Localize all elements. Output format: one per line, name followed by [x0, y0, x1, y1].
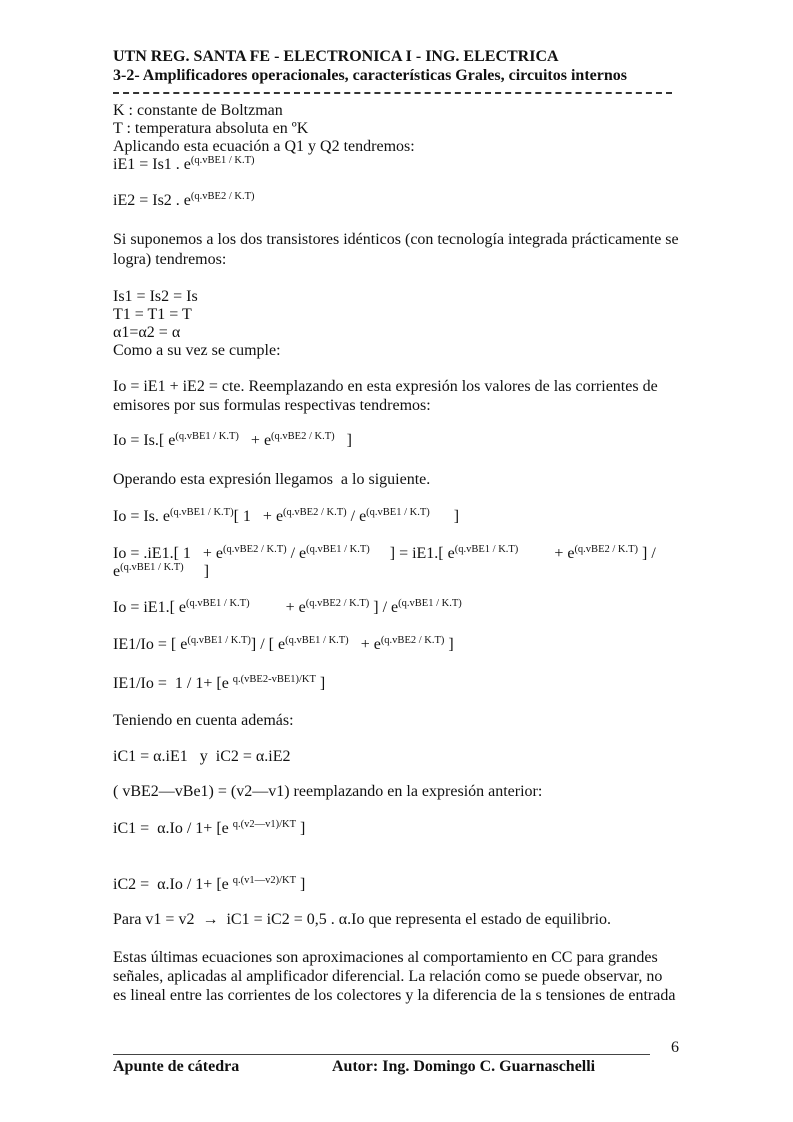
text-segment: Operando esta expresión llegamos a lo siguiente. — [113, 471, 431, 488]
exponent: (q.vBE2 / K.T) — [190, 191, 255, 202]
text-line — [113, 432, 352, 450]
text-segment: + e — [238, 432, 272, 449]
text-segment: ] — [296, 876, 306, 893]
text-segment: T1 = T1 = T — [113, 306, 192, 323]
exponent: (q.vBE1 / K.T) — [306, 544, 370, 555]
text-line — [113, 968, 662, 986]
exponent: (q.vBE1 / K.T) — [285, 635, 349, 646]
page-number: 6 — [671, 1039, 679, 1056]
text-segment: iC2 = α.Io / 1+ [e — [113, 876, 233, 893]
text-line — [113, 288, 198, 306]
text-segment: ] / [ e — [250, 636, 286, 653]
text-segment: ( vBE2—vBe1) = (v2—v1) reemplazando en la expresión anterior: — [113, 783, 543, 800]
exponent: (q.vBE1 / K.T) — [190, 155, 255, 166]
text-segment: Io = iE1 + iE2 = cte. Reemplazando en esta expresión los valores de las corrientes de — [113, 378, 658, 395]
text-segment: Teniendo en cuenta además: — [113, 712, 294, 729]
exponent: q.(v2—v1)/KT — [232, 819, 297, 830]
text-segment: Io = Is. e — [113, 508, 171, 525]
footer-author: Autor: Ing. Domingo C. Guarnaschelli — [332, 1058, 596, 1075]
text-line — [113, 675, 325, 693]
exponent: (q.vBE2 / K.T) — [271, 431, 335, 442]
text-line — [113, 987, 675, 1005]
text-line — [113, 120, 308, 138]
text-segment: Como a su vez se cumple: — [113, 342, 281, 359]
text-line — [113, 545, 656, 563]
text-line — [113, 911, 611, 929]
text-line — [113, 397, 431, 415]
exponent: (q.vBE1 / K.T) — [366, 507, 430, 518]
text-line — [113, 599, 462, 617]
exponent: (q.vBE1 / K.T) — [398, 598, 462, 609]
exponent: (q.vBE2 / K.T) — [223, 544, 287, 555]
text-line — [113, 563, 209, 581]
text-line — [113, 251, 226, 269]
text-segment: + e — [249, 599, 306, 616]
text-segment: ] — [334, 432, 352, 449]
exponent: (q.vBE1 / K.T) — [454, 544, 519, 555]
text-line — [113, 783, 542, 801]
text-segment: ] = iE1.[ e — [369, 545, 455, 562]
text-line — [113, 636, 454, 654]
text-segment: señales, aplicadas al amplificador diferencial. La relación como se puede observar, no — [113, 968, 663, 985]
exponent: (q.vBE1 / K.T) — [120, 562, 184, 573]
text-segment: iC1 = α.Io / 1+ [e — [113, 820, 233, 837]
text-segment: ] — [296, 820, 306, 837]
text-line — [113, 876, 305, 894]
exponent: (q.vBE2 / K.T) — [305, 598, 370, 609]
text-segment: T : temperatura absoluta en ºK — [113, 120, 309, 137]
text-segment: Aplicando esta ecuación a Q1 y Q2 tendremos: — [113, 138, 415, 155]
exponent: (q.vBE1 / K.T) — [186, 598, 250, 609]
text-line — [113, 306, 192, 324]
text-segment: Is1 = Is2 = Is — [113, 288, 198, 305]
text-line — [113, 471, 430, 489]
text-segment: iC1 = α.iE1 y iC2 = α.iE2 — [113, 748, 291, 765]
text-line — [113, 156, 254, 174]
text-segment: [ 1 + e — [233, 508, 284, 525]
exponent: q.(v1—v2)/KT — [232, 875, 297, 886]
text-line — [113, 192, 254, 210]
text-line — [113, 949, 658, 967]
text-line — [113, 102, 283, 120]
exponent: (q.vBE2 / K.T) — [574, 544, 639, 555]
text-segment: + e — [518, 545, 575, 562]
text-line — [113, 820, 305, 838]
text-line — [113, 748, 290, 766]
text-line — [113, 324, 180, 342]
footer-divider — [113, 1054, 650, 1055]
text-segment: Io = Is.[ e — [113, 432, 176, 449]
text-line — [113, 231, 679, 249]
text-segment: ] — [315, 675, 326, 692]
text-segment: emisores por sus formulas respectivas tendremos: — [113, 397, 431, 414]
exponent: q.(vBE2-vBE1)/KT — [232, 674, 316, 685]
text-segment: IE1/Io = 1 / 1+ [e — [113, 675, 233, 692]
text-segment: ] / — [638, 545, 656, 562]
text-segment: Para v1 = v2 → iC1 = iC2 = 0,5 . α.Io que representa el estado de equilibrio. — [113, 911, 612, 928]
text-segment: / e — [346, 508, 367, 525]
text-segment: iE1 = Is1 . e — [113, 156, 191, 173]
text-line — [113, 138, 415, 156]
header-subtitle: 3-2- Amplificadores operacionales, características Grales, circuitos internos — [113, 67, 627, 84]
exponent: (q.vBE2 / K.T) — [283, 507, 347, 518]
text-segment: e — [113, 563, 121, 580]
text-segment: + e — [348, 636, 381, 653]
text-segment: ] — [429, 508, 460, 525]
text-segment: Io = .iE1.[ 1 + e — [113, 545, 224, 562]
text-segment: es lineal entre las corrientes de los colectores y la diferencia de la s tensiones de entrada — [113, 987, 676, 1004]
header-divider — [113, 92, 672, 94]
text-line — [113, 378, 658, 396]
text-segment: K : constante de Boltzman — [113, 102, 283, 119]
text-line — [113, 508, 459, 526]
text-segment: Io = iE1.[ e — [113, 599, 186, 616]
text-segment: Si suponemos a los dos transistores idénticos (con tecnología integrada prácticamente se — [113, 231, 679, 248]
text-segment: Estas últimas ecuaciones son aproximaciones al comportamiento en CC para grandes — [113, 949, 658, 966]
footer-left: Apunte de cátedra — [113, 1058, 240, 1075]
text-line — [113, 342, 281, 360]
text-segment: ] — [183, 563, 210, 580]
text-segment: α1=α2 = α — [113, 324, 181, 341]
header-title: UTN REG. SANTA FE - ELECTRONICA I - ING. ELECTRICA — [113, 48, 559, 65]
exponent: (q.vBE1 / K.T) — [175, 431, 239, 442]
text-segment: IE1/Io = [ e — [113, 636, 188, 653]
text-segment: / e — [286, 545, 307, 562]
exponent: (q.vBE1 / K.T) — [187, 635, 251, 646]
text-segment: iE2 = Is2 . e — [113, 192, 191, 209]
text-segment: logra) tendremos: — [113, 251, 227, 268]
exponent: (q.vBE2 / K.T) — [380, 635, 445, 646]
text-segment: ] — [444, 636, 454, 653]
text-segment: ] / e — [369, 599, 399, 616]
exponent: (q.vBE1 / K.T) — [170, 507, 234, 518]
text-line — [113, 712, 294, 730]
